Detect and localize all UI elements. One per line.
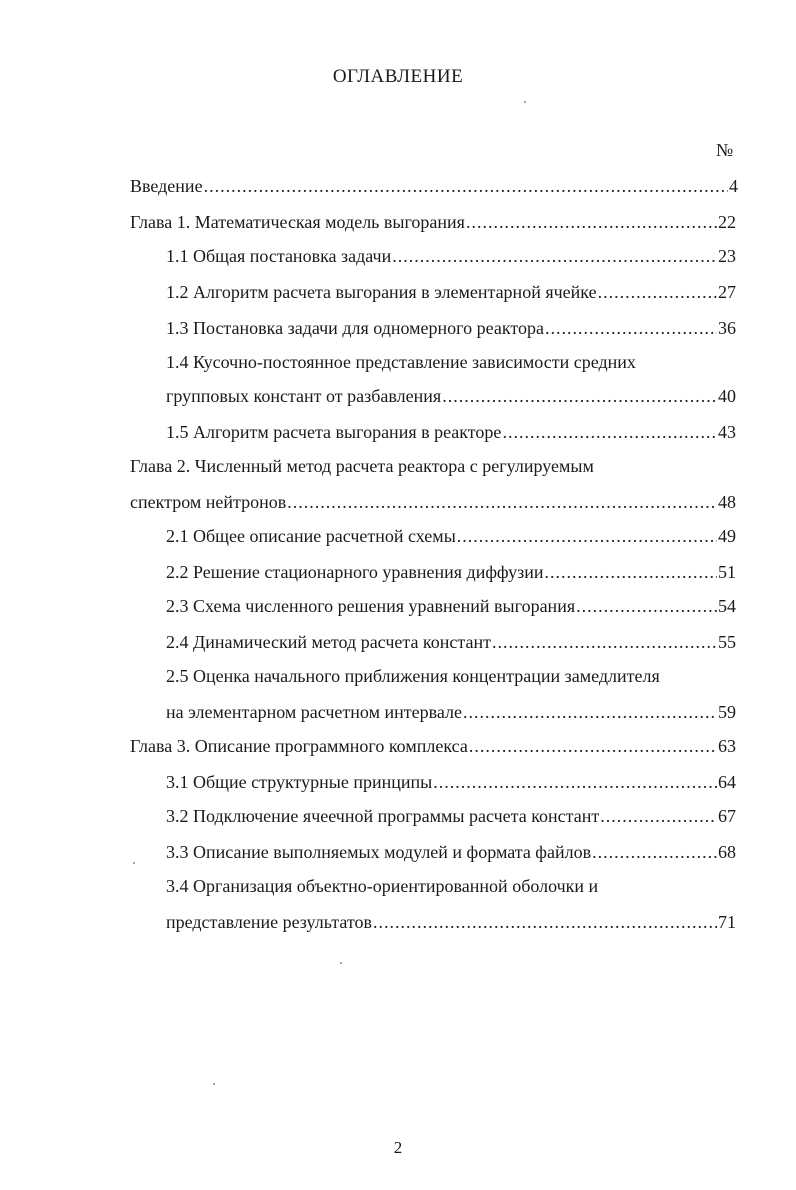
toc-entry-title: 2.1 Общее описание расчетной схемы	[166, 526, 456, 546]
toc-entry-title: на элементарном расчетном интервале	[166, 702, 462, 722]
scan-speck	[340, 962, 342, 964]
toc-entry-title: 1.3 Постановка задачи для одномерного реактора	[166, 318, 544, 338]
toc-entry-section-3-3[interactable]	[166, 838, 736, 866]
toc-entry-page: 54	[718, 596, 736, 616]
toc-leader-dots	[576, 592, 717, 620]
toc-entry-section-2-2[interactable]	[166, 558, 736, 586]
toc-leader-dots	[466, 208, 717, 236]
toc-entry-title: 3.2 Подключение ячеечной программы расчета констант	[166, 806, 600, 826]
toc-entry-title: 2.2 Решение стационарного уравнения диффузии	[166, 562, 544, 582]
page-title: ОГЛАВЛЕНИЕ	[332, 66, 464, 87]
toc-entry-page: 43	[718, 422, 736, 442]
toc-entry-page: 48	[718, 492, 736, 512]
toc-entry-title: 1.1 Общая постановка задачи	[166, 246, 392, 266]
toc-entry-title: 3.1 Общие структурные принципы	[166, 772, 433, 792]
toc-leader-dots	[392, 242, 717, 270]
toc-entry-page: 59	[718, 702, 736, 722]
toc-entry-section-2-4[interactable]	[166, 628, 736, 656]
toc-entry-section-3-4-line-1: 3.4 Организация объектно-ориентированной оболочки и	[166, 876, 599, 896]
toc-entry-section-1-1[interactable]	[166, 242, 736, 270]
toc-leader-dots	[592, 838, 717, 866]
toc-entry-title: групповых констант от разбавления	[166, 386, 442, 406]
toc-entry-section-1-5[interactable]	[166, 418, 736, 446]
toc-entry-title: спектром нейтронов	[130, 492, 287, 512]
toc-entry-introduction[interactable]	[130, 172, 738, 200]
toc-entry-title: 1.2 Алгоритм расчета выгорания в элементарной ячейке	[166, 282, 597, 302]
toc-entry-chapter-1[interactable]	[130, 208, 736, 236]
toc-entry-title: 2.4 Динамический метод расчета констант	[166, 632, 491, 652]
toc-entry-page: 40	[718, 386, 736, 406]
toc-entry-title: 1.5 Алгоритм расчета выгорания в реакторе	[166, 422, 502, 442]
toc-entry-section-3-1[interactable]	[166, 768, 736, 796]
page-number-column-header: №	[716, 140, 734, 160]
toc-leader-dots	[545, 314, 717, 342]
toc-entry-page: 23	[718, 246, 736, 266]
toc-leader-dots	[287, 488, 717, 516]
toc-entry-page: 27	[718, 282, 736, 302]
toc-entry-chapter-3[interactable]	[130, 732, 736, 760]
toc-entry-page: 67	[718, 806, 736, 826]
page-number: 2	[393, 1138, 403, 1157]
toc-leader-dots	[204, 172, 728, 200]
toc-entry-page: 4	[729, 176, 738, 196]
scan-speck	[133, 862, 135, 864]
toc-entry-section-2-5[interactable]	[166, 698, 736, 726]
toc-entry-section-1-4-line-1: 1.4 Кусочно-постоянное представление зависимости средних	[166, 352, 636, 372]
toc-entry-page: 51	[718, 562, 736, 582]
toc-entry-page: 22	[718, 212, 736, 232]
toc-entry-page: 64	[718, 772, 736, 792]
toc-entry-section-2-1[interactable]	[166, 522, 736, 550]
toc-entry-section-1-3[interactable]	[166, 314, 736, 342]
toc-entry-title: Глава 1. Математическая модель выгорания	[130, 212, 465, 232]
toc-entry-section-1-2[interactable]	[166, 278, 736, 306]
toc-leader-dots	[600, 802, 717, 830]
toc-leader-dots	[469, 732, 717, 760]
toc-entry-page: 36	[718, 318, 736, 338]
toc-entry-title: представление результатов	[166, 912, 372, 932]
toc-leader-dots	[442, 382, 717, 410]
toc-entry-title: 3.3 Описание выполняемых модулей и формата файлов	[166, 842, 592, 862]
toc-entry-title: 2.3 Схема численного решения уравнений выгорания	[166, 596, 576, 616]
toc-entry-section-1-4[interactable]	[166, 382, 736, 410]
toc-entry-page: 63	[718, 736, 736, 756]
toc-leader-dots	[373, 908, 717, 936]
toc-leader-dots	[598, 278, 717, 306]
toc-entry-section-3-4[interactable]	[166, 908, 736, 936]
toc-entry-page: 71	[718, 912, 736, 932]
toc-entry-title: Глава 3. Описание программного комплекса	[130, 736, 468, 756]
toc-entry-section-2-3[interactable]	[166, 592, 736, 620]
toc-entry-page: 55	[718, 632, 736, 652]
scan-speck	[213, 1083, 215, 1085]
toc-entry-chapter-2[interactable]	[130, 488, 736, 516]
toc-entry-page: 68	[718, 842, 736, 862]
toc-entry-section-2-5-line-1: 2.5 Оценка начального приближения концентрации замедлителя	[166, 666, 660, 686]
toc-leader-dots	[457, 522, 717, 550]
scan-speck	[524, 101, 526, 103]
toc-entry-chapter-2-line-1: Глава 2. Численный метод расчета реактора с регулируемым	[130, 456, 594, 476]
toc-entry-page: 49	[718, 526, 736, 546]
toc-leader-dots	[463, 698, 717, 726]
toc-leader-dots	[492, 628, 717, 656]
toc-leader-dots	[502, 418, 717, 446]
toc-entry-title: Введение	[130, 176, 203, 196]
toc-leader-dots	[544, 558, 717, 586]
toc-leader-dots	[433, 768, 717, 796]
toc-entry-section-3-2[interactable]	[166, 802, 736, 830]
